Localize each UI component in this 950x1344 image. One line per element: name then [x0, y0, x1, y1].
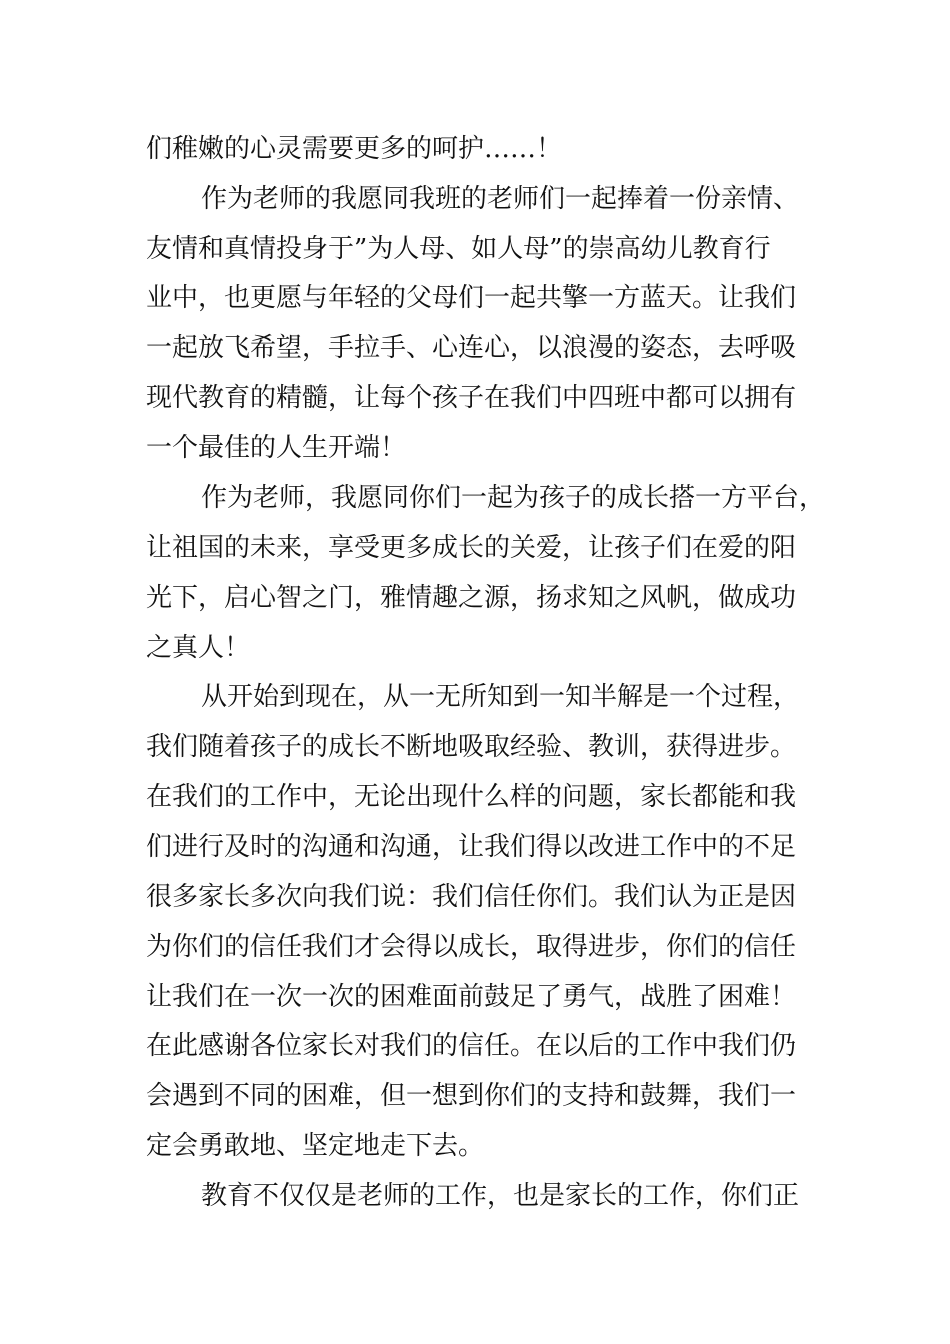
text-line: 业中，也更愿与年轻的父母们一起共擎一方蓝天。让我们	[146, 283, 797, 313]
text-line: 让我们在一次一次的困难面前鼓足了勇气，战胜了困难！	[146, 982, 797, 1012]
text-line: 很多家长多次向我们说：我们信任你们。我们认为正是因	[146, 882, 797, 912]
text-line: 一起放飞希望，手拉手、心连心，以浪漫的姿态，去呼吸	[146, 333, 797, 363]
text-line: 光下，启心智之门，雅情趣之源，扬求知之风帆，做成功	[146, 583, 797, 613]
text-line: 之真人！	[146, 633, 251, 663]
paragraph-first-line: 教育不仅仅是老师的工作，也是家长的工作，你们正	[201, 1181, 800, 1211]
paragraph-first-line: 从开始到现在，从一无所知到一知半解是一个过程，	[201, 682, 800, 712]
text-line: 让祖国的未来，享受更多成长的关爱，让孩子们在爱的阳	[146, 533, 797, 563]
text-line: 会遇到不同的困难，但一想到你们的支持和鼓舞，我们一	[146, 1081, 797, 1111]
text-line: 现代教育的精髓，让每个孩子在我们中四班中都可以拥有	[146, 383, 797, 413]
text-line: 们稚嫩的心灵需要更多的呵护……！	[146, 134, 563, 164]
text-line: 们进行及时的沟通和沟通，让我们得以改进工作中的不足	[146, 832, 797, 862]
text-line: 定会勇敢地、坚定地走下去。	[146, 1131, 485, 1161]
text-line: 友情和真情投身于”为人母、如人母”的崇高幼儿教育行	[146, 234, 771, 264]
text-line: 一个最佳的人生开端！	[146, 433, 407, 463]
paragraph-first-line: 作为老师的我愿同我班的老师们一起捧着一份亲情、	[201, 184, 800, 214]
text-line: 我们随着孩子的成长不断地吸取经验、教训，获得进步。	[146, 732, 797, 762]
paragraph-first-line: 作为老师，我愿同你们一起为孩子的成长搭一方平台，	[201, 483, 826, 513]
text-line: 在此感谢各位家长对我们的信任。在以后的工作中我们仍	[146, 1031, 797, 1061]
text-line: 为你们的信任我们才会得以成长，取得进步，你们的信任	[146, 932, 797, 962]
text-line: 在我们的工作中，无论出现什么样的问题，家长都能和我	[146, 782, 797, 812]
